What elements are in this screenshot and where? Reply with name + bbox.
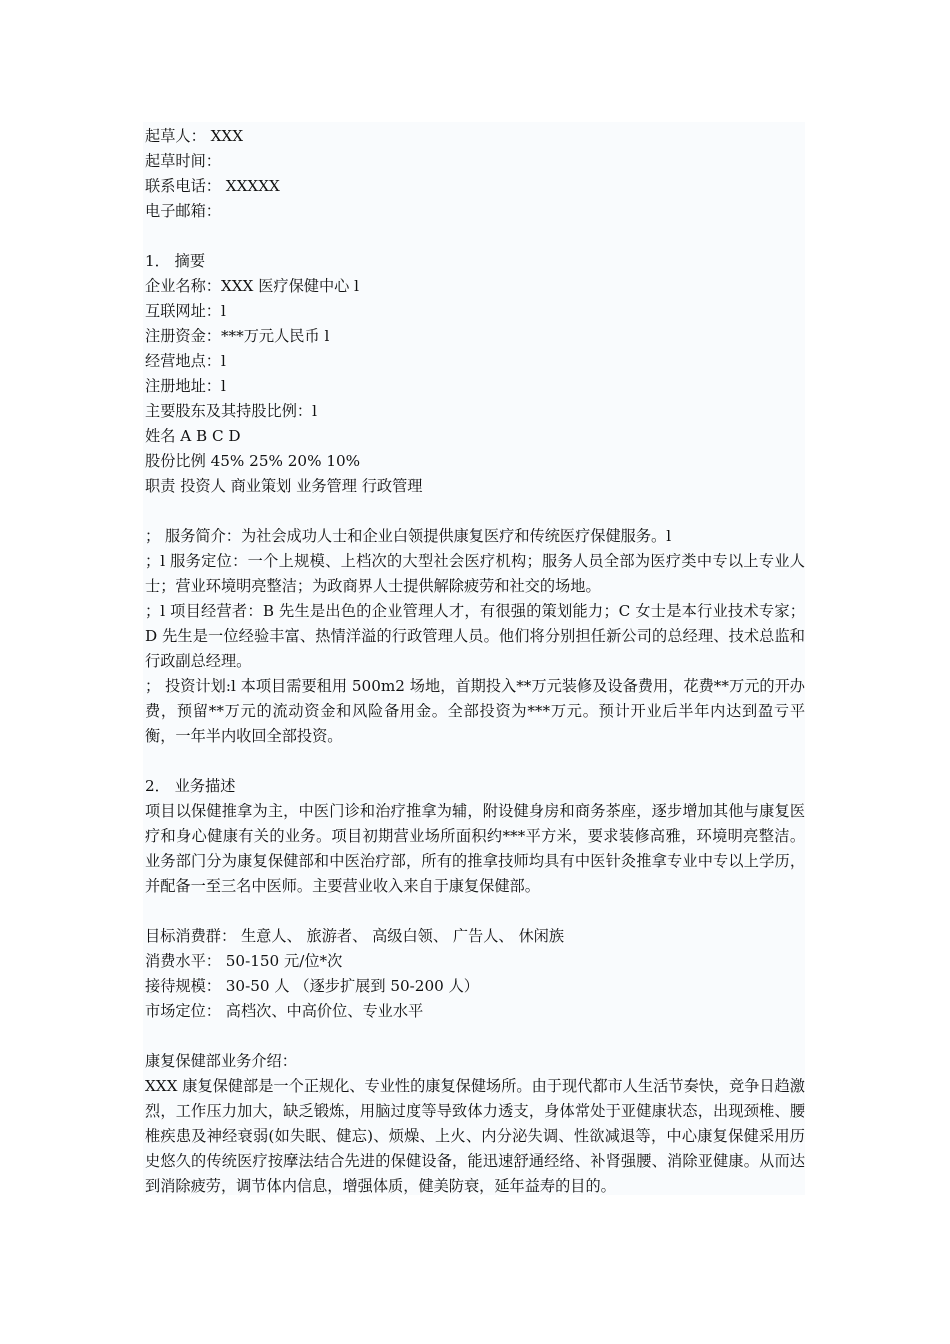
spacer xyxy=(145,749,805,774)
spending-line: 消费水平： 50-150 元/位*次 xyxy=(145,952,343,970)
spacer xyxy=(145,1024,805,1049)
investment-paragraph: ； 投资计划:l 本项目需要租用 500m2 场地，首期投入**万元装修及设备费用，花费**万元的开办费，预留**万元的流动资金和风险备用金。全部投资为***万元。预计开业后半年内达到盈亏平衡，一年半内收回全部投资。 xyxy=(145,677,805,745)
shareholders-line: 主要股东及其持股比例：l xyxy=(145,402,317,420)
summary-heading: 1． 摘要 xyxy=(145,252,206,270)
market-position-line: 市场定位： 高档次、中高价位、专业水平 xyxy=(145,1002,424,1020)
spacer xyxy=(145,499,805,524)
rehab-intro-paragraph: XXX 康复保健部是一个正规化、专业性的康复保健场所。由于现代都市人生活节奏快，竞争日趋激烈，工作压力加大，缺乏锻炼，用脑过度等导致体力透支，身体常处于亚健康状态，出现颈椎、腰椎疾患及神经衰弱(如失眠、健忘)、烦燥、上火、内分泌失调、性欲减退等，中心康复保健采用历史悠久的传统医疗按摩法结合先进的保健设备，能迅速舒通经络、补肾强腰、消除亚健康。从而达到消除疲劳，调节体内信息，增强体质，健美防衰，延年益寿的目的。 xyxy=(145,1077,805,1195)
phone-line: 联系电话： XXXXX xyxy=(145,177,280,195)
capital-line: 注册资金：***万元人民币 l xyxy=(145,327,330,345)
service-intro-paragraph: ； 服务简介：为社会成功人士和企业白领提供康复医疗和传统医疗保健服务。l xyxy=(145,527,672,545)
operators-paragraph: ；l 项目经营者：B 先生是出色的企业管理人才，有很强的策划能力；C 女士是本行业技术专家；D 先生是一位经验丰富、热情洋溢的行政管理人员。他们将分别担任新公司的总经理、技术总监和行政副总经理。 xyxy=(145,602,805,670)
names-row: 姓名 A B C D xyxy=(145,427,241,445)
drafter-line: 起草人： XXX xyxy=(145,127,244,145)
ratio-row: 股份比例 45% 25% 20% 10% xyxy=(145,452,361,470)
draft-time-line: 起草时间： xyxy=(145,152,221,170)
rehab-heading: 康复保健部业务介绍： xyxy=(145,1052,297,1070)
capacity-line: 接待规模： 30-50 人 （逐步扩展到 50-200 人） xyxy=(145,977,479,995)
service-position-paragraph: ；l 服务定位：一个上规模、上档次的大型社会医疗机构；服务人员全部为医疗类中专以上专业人士；营业环境明亮整洁；为政商界人士提供解除疲劳和社交的场地。 xyxy=(145,552,805,595)
location-line: 经营地点：l xyxy=(145,352,226,370)
document-body xyxy=(143,122,805,1195)
address-line: 注册地址：l xyxy=(145,377,226,395)
company-name-line: 企业名称：XXX 医疗保健中心 l xyxy=(145,277,360,295)
target-line: 目标消费群： 生意人、 旅游者、 高级白领、 广告人、 休闲族 xyxy=(145,927,565,945)
business-description-paragraph: 项目以保健推拿为主，中医门诊和治疗推拿为辅，附设健身房和商务茶座，逐步增加其他与康复医疗和身心健康有关的业务。项目初期营业场所面积约***平方米，要求装修高雅，环境明亮整洁。业务部门分为康复保健部和中医治疗部，所有的推拿技师均具有中医针灸推拿专业中专以上学历，并配备一至三名中医师。主要营业收入来自于康复保健部。 xyxy=(145,802,805,895)
email-line: 电子邮箱： xyxy=(145,202,221,220)
spacer xyxy=(145,224,805,249)
business-heading: 2． 业务描述 xyxy=(145,777,236,795)
spacer xyxy=(145,899,805,924)
duty-row: 职责 投资人 商业策划 业务管理 行政管理 xyxy=(145,477,423,495)
website-line: 互联网址：l xyxy=(145,302,226,320)
